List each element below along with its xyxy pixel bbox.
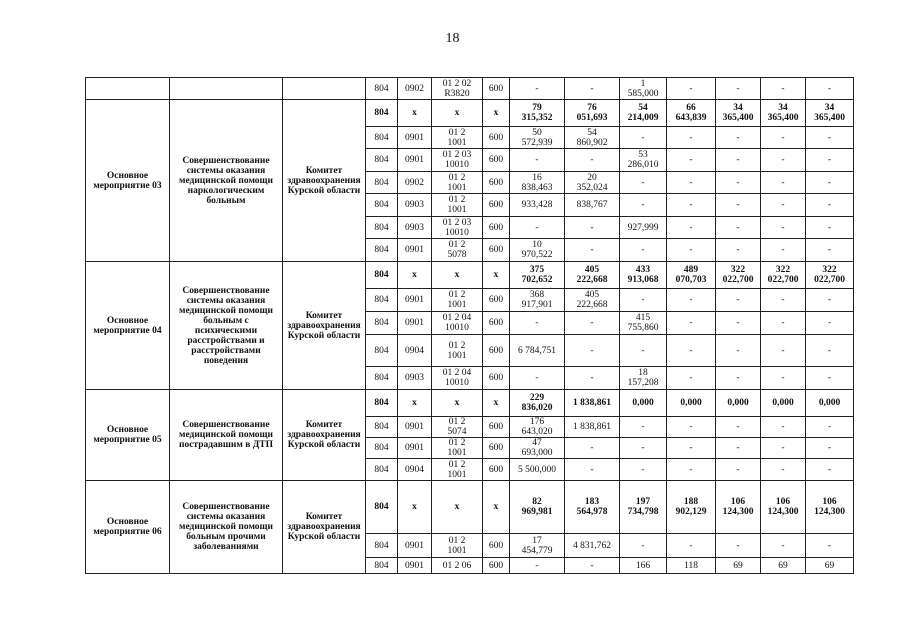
grbs-code-cell: 804	[366, 390, 398, 417]
year-4-value-cell: 188 902,129	[667, 481, 716, 534]
section-code-cell: x	[398, 390, 432, 417]
target-article-cell: 01 2 5078	[432, 239, 483, 262]
description-cell: Совершенствование медицинской помощи пострадавшим в ДТП	[170, 390, 283, 481]
year-7-value-cell: 106 124,300	[806, 481, 854, 534]
year-4-value-cell: -	[667, 172, 716, 194]
year-1-value-cell: -	[510, 149, 565, 172]
section-code-cell: 0903	[398, 217, 432, 239]
description-cell	[170, 78, 283, 100]
table-row-total	[86, 390, 854, 417]
year-2-value-cell: -	[565, 459, 620, 481]
year-7-value-cell: -	[806, 367, 854, 390]
year-7-value-cell: 34 365,400	[806, 100, 854, 127]
year-2-value-cell: 20 352,024	[565, 172, 620, 194]
year-1-value-cell: 16 838,463	[510, 172, 565, 194]
section-code-cell: 0904	[398, 459, 432, 481]
year-4-value-cell: -	[667, 289, 716, 312]
target-article-cell: 01 2 1001	[432, 194, 483, 217]
target-article-cell: 01 2 1001	[432, 438, 483, 459]
year-6-value-cell: 106 124,300	[761, 481, 806, 534]
year-2-value-cell: 405 222,668	[565, 262, 620, 289]
expense-type-cell: 600	[483, 417, 510, 438]
year-6-value-cell: -	[761, 172, 806, 194]
expense-type-cell: x	[483, 390, 510, 417]
section-code-cell: 0902	[398, 172, 432, 194]
expense-type-cell: 600	[483, 367, 510, 390]
year-4-value-cell: -	[667, 217, 716, 239]
year-7-value-cell: 69	[806, 558, 854, 574]
year-7-value-cell: -	[806, 534, 854, 558]
year-5-value-cell: -	[716, 217, 761, 239]
year-3-value-cell: 1 585,000	[620, 78, 667, 100]
year-7-value-cell: -	[806, 289, 854, 312]
year-5-value-cell: -	[716, 172, 761, 194]
executor-cell: Комитет здравоохранения Курской области	[283, 262, 366, 390]
expense-type-cell: 600	[483, 438, 510, 459]
grbs-code-cell: 804	[366, 367, 398, 390]
section-code-cell: 0901	[398, 558, 432, 574]
grbs-code-cell: 804	[366, 335, 398, 367]
section-code-cell: 0901	[398, 534, 432, 558]
target-article-cell: 01 2 02 R3820	[432, 78, 483, 100]
section-code-cell: x	[398, 262, 432, 289]
year-2-value-cell: 838,767	[565, 194, 620, 217]
year-7-value-cell: -	[806, 312, 854, 335]
year-7-value-cell: 322 022,700	[806, 262, 854, 289]
year-1-value-cell: 47 693,000	[510, 438, 565, 459]
grbs-code-cell: 804	[366, 149, 398, 172]
target-article-cell: 01 2 03 10010	[432, 217, 483, 239]
year-5-value-cell: 322 022,700	[716, 262, 761, 289]
year-1-value-cell: 82 969,981	[510, 481, 565, 534]
year-1-value-cell: 933,428	[510, 194, 565, 217]
year-6-value-cell: 34 365,400	[761, 100, 806, 127]
year-2-value-cell: -	[565, 217, 620, 239]
year-1-value-cell: -	[510, 217, 565, 239]
target-article-cell: 01 2 04 10010	[432, 367, 483, 390]
year-3-value-cell: -	[620, 335, 667, 367]
expense-type-cell: 600	[483, 78, 510, 100]
section-code-cell: 0901	[398, 289, 432, 312]
target-article-cell: 01 2 04 10010	[432, 312, 483, 335]
year-6-value-cell: -	[761, 78, 806, 100]
section-code-cell: 0901	[398, 438, 432, 459]
expense-type-cell: 600	[483, 217, 510, 239]
grbs-code-cell: 804	[366, 194, 398, 217]
section-code-cell: 0903	[398, 367, 432, 390]
grbs-code-cell: 804	[366, 239, 398, 262]
year-6-value-cell: -	[761, 217, 806, 239]
year-2-value-cell: -	[565, 239, 620, 262]
year-1-value-cell: -	[510, 558, 565, 574]
section-code-cell: 0901	[398, 312, 432, 335]
year-2-value-cell: 76 051,693	[565, 100, 620, 127]
year-5-value-cell: -	[716, 335, 761, 367]
year-4-value-cell: -	[667, 367, 716, 390]
executor-cell	[283, 78, 366, 100]
year-3-value-cell: -	[620, 417, 667, 438]
expense-type-cell: 600	[483, 289, 510, 312]
expense-type-cell: 600	[483, 534, 510, 558]
year-7-value-cell: -	[806, 239, 854, 262]
grbs-code-cell: 804	[366, 534, 398, 558]
description-cell: Совершенствование системы оказания медицинской помощи наркологическим больным	[170, 100, 283, 262]
year-6-value-cell: 69	[761, 558, 806, 574]
year-6-value-cell: -	[761, 534, 806, 558]
expense-type-cell: 600	[483, 149, 510, 172]
year-5-value-cell: 106 124,300	[716, 481, 761, 534]
mainevent-label-cell: Основное мероприятие 04	[86, 262, 170, 390]
year-5-value-cell: -	[716, 78, 761, 100]
year-6-value-cell: 0,000	[761, 390, 806, 417]
year-6-value-cell: -	[761, 459, 806, 481]
year-6-value-cell: -	[761, 149, 806, 172]
expense-type-cell: 600	[483, 127, 510, 149]
year-2-value-cell: -	[565, 149, 620, 172]
year-6-value-cell: -	[761, 335, 806, 367]
grbs-code-cell: 804	[366, 558, 398, 574]
grbs-code-cell: 804	[366, 289, 398, 312]
target-article-cell: 01 2 1001	[432, 335, 483, 367]
year-5-value-cell: -	[716, 149, 761, 172]
section-code-cell: 0901	[398, 417, 432, 438]
year-6-value-cell: -	[761, 194, 806, 217]
executor-cell: Комитет здравоохранения Курской области	[283, 390, 366, 481]
description-cell: Совершенствование системы оказания медицинской помощи больным с психическими расстройствами и расстройствами поведения	[170, 262, 283, 390]
year-1-value-cell: 229 836,020	[510, 390, 565, 417]
year-1-value-cell: 79 315,352	[510, 100, 565, 127]
year-2-value-cell: 1 838,861	[565, 417, 620, 438]
year-1-value-cell: 375 702,652	[510, 262, 565, 289]
target-article-cell: x	[432, 100, 483, 127]
expense-type-cell: 600	[483, 335, 510, 367]
year-3-value-cell: 18 157,208	[620, 367, 667, 390]
year-4-value-cell: -	[667, 459, 716, 481]
year-5-value-cell: -	[716, 312, 761, 335]
year-1-value-cell: 5 500,000	[510, 459, 565, 481]
target-article-cell: 01 2 06	[432, 558, 483, 574]
year-5-value-cell: -	[716, 239, 761, 262]
year-4-value-cell: -	[667, 149, 716, 172]
year-5-value-cell: -	[716, 289, 761, 312]
year-7-value-cell: -	[806, 335, 854, 367]
year-6-value-cell: -	[761, 417, 806, 438]
table-row	[86, 78, 854, 100]
year-5-value-cell: -	[716, 417, 761, 438]
expense-type-cell: x	[483, 481, 510, 534]
year-2-value-cell: -	[565, 438, 620, 459]
year-7-value-cell: -	[806, 149, 854, 172]
section-code-cell: 0902	[398, 78, 432, 100]
grbs-code-cell: 804	[366, 100, 398, 127]
year-4-value-cell: -	[667, 335, 716, 367]
year-4-value-cell: -	[667, 78, 716, 100]
grbs-code-cell: 804	[366, 262, 398, 289]
grbs-code-cell: 804	[366, 459, 398, 481]
year-7-value-cell: -	[806, 217, 854, 239]
section-code-cell: 0903	[398, 194, 432, 217]
year-6-value-cell: -	[761, 289, 806, 312]
year-5-value-cell: -	[716, 438, 761, 459]
target-article-cell: x	[432, 390, 483, 417]
year-1-value-cell: 50 572,939	[510, 127, 565, 149]
year-3-value-cell: -	[620, 194, 667, 217]
target-article-cell: 01 2 03 10010	[432, 149, 483, 172]
year-4-value-cell: 489 070,703	[667, 262, 716, 289]
year-3-value-cell: 0,000	[620, 390, 667, 417]
year-3-value-cell: 197 734,798	[620, 481, 667, 534]
target-article-cell: 01 2 1001	[432, 172, 483, 194]
year-7-value-cell: -	[806, 194, 854, 217]
year-4-value-cell: -	[667, 534, 716, 558]
year-3-value-cell: 54 214,009	[620, 100, 667, 127]
year-3-value-cell: 53 286,010	[620, 149, 667, 172]
year-3-value-cell: -	[620, 172, 667, 194]
target-article-cell: 01 2 1001	[432, 127, 483, 149]
year-5-value-cell: 69	[716, 558, 761, 574]
year-3-value-cell: 927,999	[620, 217, 667, 239]
year-1-value-cell: 368 917,901	[510, 289, 565, 312]
mainevent-label-cell: Основное мероприятие 05	[86, 390, 170, 481]
year-4-value-cell: -	[667, 127, 716, 149]
page-number: 18	[445, 31, 460, 46]
year-5-value-cell: -	[716, 459, 761, 481]
year-6-value-cell: -	[761, 127, 806, 149]
year-4-value-cell: 0,000	[667, 390, 716, 417]
year-3-value-cell: -	[620, 127, 667, 149]
grbs-code-cell: 804	[366, 438, 398, 459]
year-6-value-cell: 322 022,700	[761, 262, 806, 289]
target-article-cell: 01 2 1001	[432, 289, 483, 312]
year-6-value-cell: -	[761, 312, 806, 335]
year-4-value-cell: 66 643,839	[667, 100, 716, 127]
year-2-value-cell: 54 860,902	[565, 127, 620, 149]
year-5-value-cell: -	[716, 367, 761, 390]
year-5-value-cell: -	[716, 194, 761, 217]
year-1-value-cell: 17 454,779	[510, 534, 565, 558]
year-5-value-cell: -	[716, 127, 761, 149]
mainevent-label-cell: Основное мероприятие 06	[86, 481, 170, 574]
year-2-value-cell: -	[565, 367, 620, 390]
year-5-value-cell: -	[716, 534, 761, 558]
mainevent-label-cell	[86, 78, 170, 100]
section-code-cell: 0901	[398, 239, 432, 262]
year-7-value-cell: -	[806, 172, 854, 194]
year-5-value-cell: 34 365,400	[716, 100, 761, 127]
year-3-value-cell: -	[620, 459, 667, 481]
budget-table	[85, 77, 854, 574]
target-article-cell: 01 2 5074	[432, 417, 483, 438]
section-code-cell: 0901	[398, 149, 432, 172]
target-article-cell: 01 2 1001	[432, 534, 483, 558]
year-7-value-cell: -	[806, 78, 854, 100]
section-code-cell: 0904	[398, 335, 432, 367]
year-4-value-cell: -	[667, 438, 716, 459]
year-7-value-cell: -	[806, 438, 854, 459]
grbs-code-cell: 804	[366, 312, 398, 335]
year-1-value-cell: 10 970,522	[510, 239, 565, 262]
year-3-value-cell: -	[620, 239, 667, 262]
table-row-total	[86, 481, 854, 534]
grbs-code-cell: 804	[366, 78, 398, 100]
table-row-total	[86, 262, 854, 289]
expense-type-cell: 600	[483, 558, 510, 574]
year-3-value-cell: 166	[620, 558, 667, 574]
year-5-value-cell: 0,000	[716, 390, 761, 417]
year-2-value-cell: -	[565, 558, 620, 574]
expense-type-cell: 600	[483, 172, 510, 194]
year-7-value-cell: -	[806, 417, 854, 438]
year-4-value-cell: -	[667, 239, 716, 262]
year-2-value-cell: -	[565, 312, 620, 335]
target-article-cell: x	[432, 481, 483, 534]
expense-type-cell: 600	[483, 312, 510, 335]
year-2-value-cell: 183 564,978	[565, 481, 620, 534]
year-4-value-cell: -	[667, 194, 716, 217]
year-1-value-cell: -	[510, 312, 565, 335]
section-code-cell: x	[398, 100, 432, 127]
section-code-cell: x	[398, 481, 432, 534]
section-code-cell: 0901	[398, 127, 432, 149]
year-3-value-cell: 415 755,860	[620, 312, 667, 335]
executor-cell: Комитет здравоохранения Курской области	[283, 100, 366, 262]
year-3-value-cell: -	[620, 534, 667, 558]
year-1-value-cell: -	[510, 367, 565, 390]
grbs-code-cell: 804	[366, 417, 398, 438]
grbs-code-cell: 804	[366, 481, 398, 534]
year-2-value-cell: 405 222,668	[565, 289, 620, 312]
expense-type-cell: x	[483, 262, 510, 289]
year-6-value-cell: -	[761, 239, 806, 262]
year-4-value-cell: -	[667, 312, 716, 335]
mainevent-label-cell: Основное мероприятие 03	[86, 100, 170, 262]
grbs-code-cell: 804	[366, 172, 398, 194]
table-row-total	[86, 100, 854, 127]
year-1-value-cell: -	[510, 78, 565, 100]
expense-type-cell: x	[483, 100, 510, 127]
grbs-code-cell: 804	[366, 217, 398, 239]
target-article-cell: 01 2 1001	[432, 459, 483, 481]
expense-type-cell: 600	[483, 194, 510, 217]
year-6-value-cell: -	[761, 367, 806, 390]
year-7-value-cell: 0,000	[806, 390, 854, 417]
year-4-value-cell: -	[667, 417, 716, 438]
executor-cell: Комитет здравоохранения Курской области	[283, 481, 366, 574]
year-3-value-cell: 433 913,068	[620, 262, 667, 289]
year-2-value-cell: -	[565, 335, 620, 367]
year-2-value-cell: 1 838,861	[565, 390, 620, 417]
year-2-value-cell: -	[565, 78, 620, 100]
grbs-code-cell: 804	[366, 127, 398, 149]
target-article-cell: x	[432, 262, 483, 289]
expense-type-cell: 600	[483, 459, 510, 481]
year-2-value-cell: 4 831,762	[565, 534, 620, 558]
year-3-value-cell: -	[620, 438, 667, 459]
year-4-value-cell: 118	[667, 558, 716, 574]
year-7-value-cell: -	[806, 127, 854, 149]
description-cell: Совершенствование системы оказания медицинской помощи больным прочими заболеваниями	[170, 481, 283, 574]
year-1-value-cell: 176 643,020	[510, 417, 565, 438]
year-1-value-cell: 6 784,751	[510, 335, 565, 367]
year-3-value-cell: -	[620, 289, 667, 312]
year-6-value-cell: -	[761, 438, 806, 459]
expense-type-cell: 600	[483, 239, 510, 262]
year-7-value-cell: -	[806, 459, 854, 481]
